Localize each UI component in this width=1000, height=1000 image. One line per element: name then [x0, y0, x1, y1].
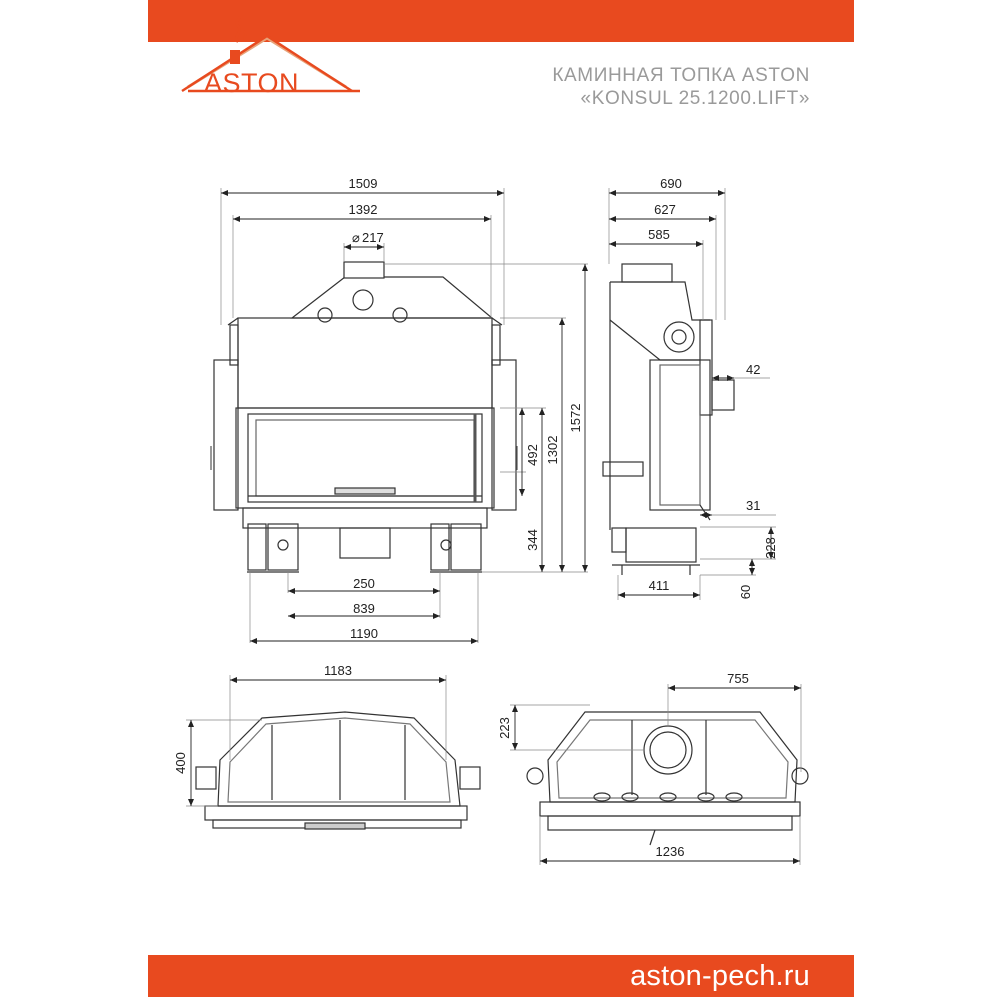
dim-top-width: 1183	[324, 663, 352, 678]
dim-flue-offset-right: 755	[727, 671, 749, 686]
dim-overall-depth: 690	[660, 176, 682, 191]
top-view-drawing	[196, 712, 480, 829]
dim-door-offset: 42	[746, 362, 761, 377]
dim-total-height: 1572	[568, 403, 583, 433]
front-view-drawing	[211, 262, 517, 572]
side-view-drawing	[603, 264, 734, 575]
dim-depth-627: 627	[654, 202, 676, 217]
footer-bar	[148, 955, 854, 997]
dim-ash-box-height: 228	[763, 537, 778, 559]
dim-flue-offset-front: 223	[497, 717, 512, 739]
website-link[interactable]: aston-pech.ru	[630, 960, 810, 992]
dim-top-depth: 400	[173, 752, 188, 774]
title-line-2: «KONSUL 25.1200.LIFT»	[580, 88, 810, 109]
dim-height-to-frame: 1302	[545, 435, 560, 465]
dim-leg-inner-spacing: 250	[353, 576, 375, 591]
dim-body-width: 1392	[348, 202, 378, 217]
dim-base-depth: 411	[648, 578, 670, 593]
side-view-dimensions	[609, 176, 778, 600]
dim-window-height: 492	[525, 444, 540, 466]
dim-depth-585: 585	[648, 227, 670, 242]
dim-rear-width: 1236	[655, 844, 685, 859]
rear-view-dimensions	[497, 671, 801, 865]
dim-door-bottom-gap: 31	[746, 498, 761, 513]
dim-leg-height: 60	[738, 584, 753, 600]
front-view-dimensions	[221, 176, 588, 643]
logo-text: ASTON	[204, 68, 300, 98]
dim-leg-middle-spacing: 839	[353, 601, 375, 616]
rear-view-drawing	[527, 712, 808, 845]
dim-overall-width: 1509	[348, 176, 378, 191]
dim-leg-outer-spacing: 1190	[350, 626, 378, 641]
title-line-1: КАМИННАЯ ТОПКА ASTON	[552, 65, 810, 86]
dim-flue-diameter-symbol: ⌀	[352, 230, 360, 245]
dim-flue-diameter: 217	[362, 230, 384, 245]
dim-base-height: 344	[525, 529, 540, 551]
